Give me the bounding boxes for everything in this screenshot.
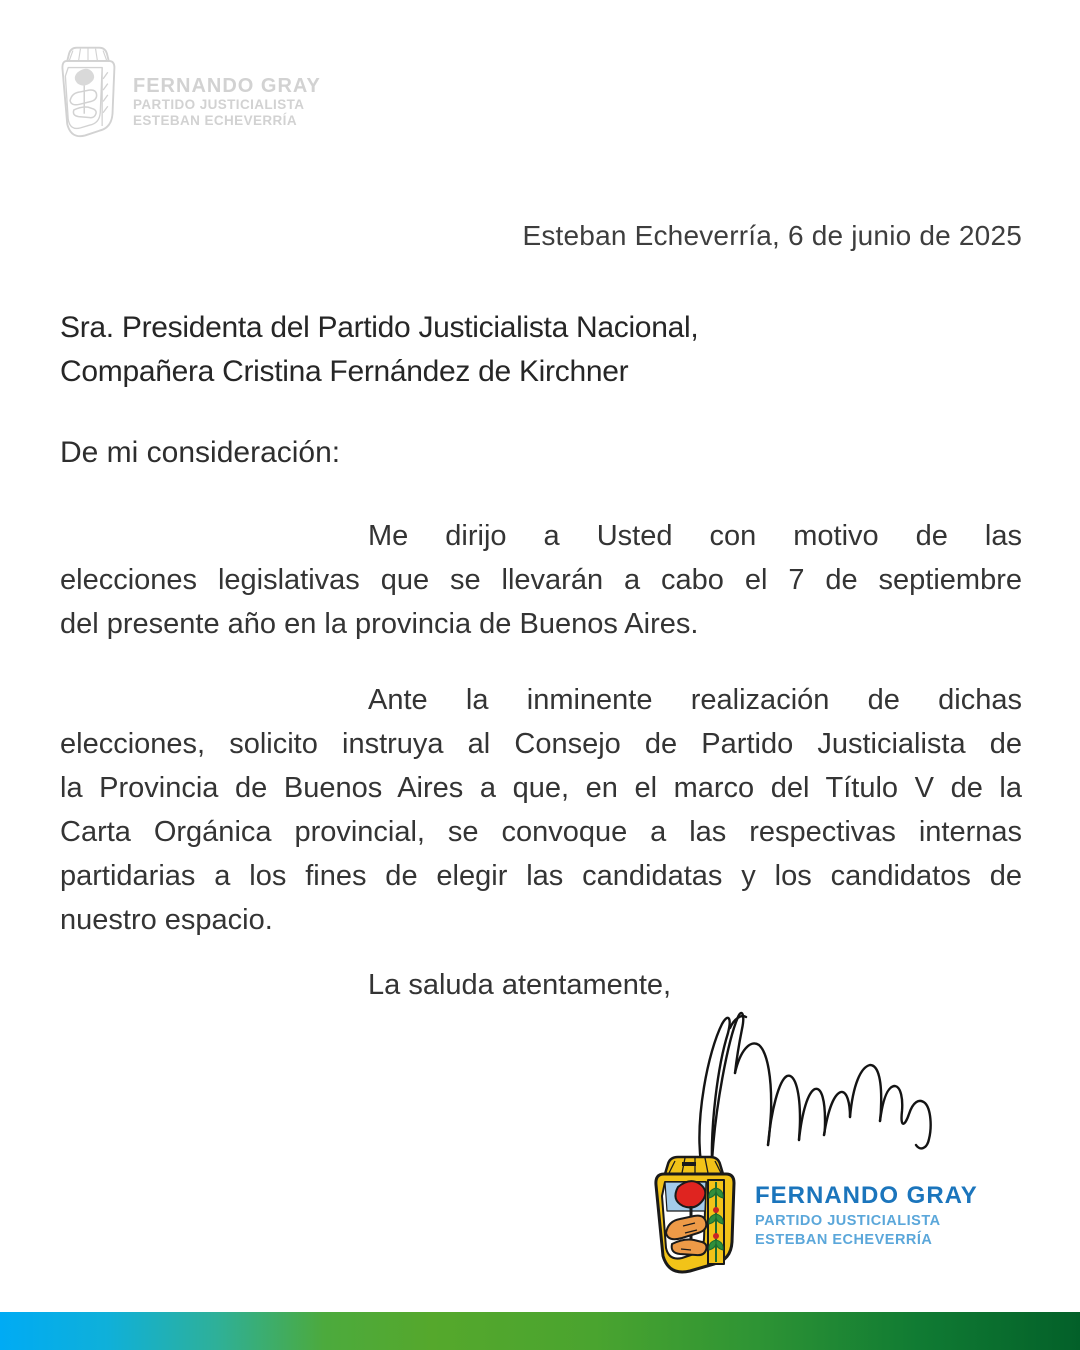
paragraph-line: Carta Orgánica provincial, se convoque a las respectivas internas	[60, 816, 1022, 848]
recipient-line-2: Compañera Cristina Fernández de Kirchner	[60, 355, 629, 388]
recipient-block	[60, 306, 698, 394]
brand-subtitle-2: ESTEBAN ECHEVERRÍA	[755, 1232, 933, 1248]
paragraph-line: la Provincia de Buenos Aires a que, en el marco del Título V de la	[60, 772, 1022, 804]
paragraph-line: Me dirijo a Usted con motivo de las	[368, 520, 1022, 552]
paragraph-line: elecciones, solicito instruya al Consejo de Partido Justicialista de	[60, 728, 1022, 760]
watermark-subtitle-1: PARTIDO JUSTICIALISTA	[133, 97, 305, 112]
brand-subtitle-1: PARTIDO JUSTICIALISTA	[755, 1213, 941, 1229]
pj-shield-watermark-icon	[55, 45, 121, 141]
paragraph-line: Ante la inminente realización de dichas	[368, 684, 1022, 716]
letter-greeting: De mi consideración:	[60, 436, 341, 469]
letter-closing: La saluda atentamente,	[368, 969, 672, 1001]
pj-shield-icon	[645, 1154, 745, 1276]
letter-paragraph-2	[60, 678, 1022, 942]
letter-date: Esteban Echeverría, 6 de junio de 2025	[522, 220, 1022, 251]
signature-icon	[686, 1006, 958, 1166]
paragraph-line: nuestro espacio.	[60, 904, 273, 936]
paragraph-line: partidarias a los fines de elegir las candidatas y los candidatos de	[60, 860, 1022, 892]
letter-paragraph-1	[60, 514, 1022, 646]
watermark-subtitle-2: ESTEBAN ECHEVERRÍA	[133, 112, 297, 128]
watermark-logo	[55, 45, 321, 141]
watermark-title: FERNANDO GRAY	[133, 75, 321, 97]
paragraph-line: del presente año en la provincia de Buenos Aires.	[60, 608, 699, 640]
brand-block	[645, 1154, 978, 1276]
footer-gradient-bar	[0, 1312, 1080, 1350]
paragraph-line: elecciones legislativas que se llevarán a cabo el 7 de septiembre	[60, 564, 1022, 596]
brand-title: FERNANDO GRAY	[755, 1182, 978, 1209]
recipient-line-1: Sra. Presidenta del Partido Justicialista Nacional,	[60, 311, 699, 344]
